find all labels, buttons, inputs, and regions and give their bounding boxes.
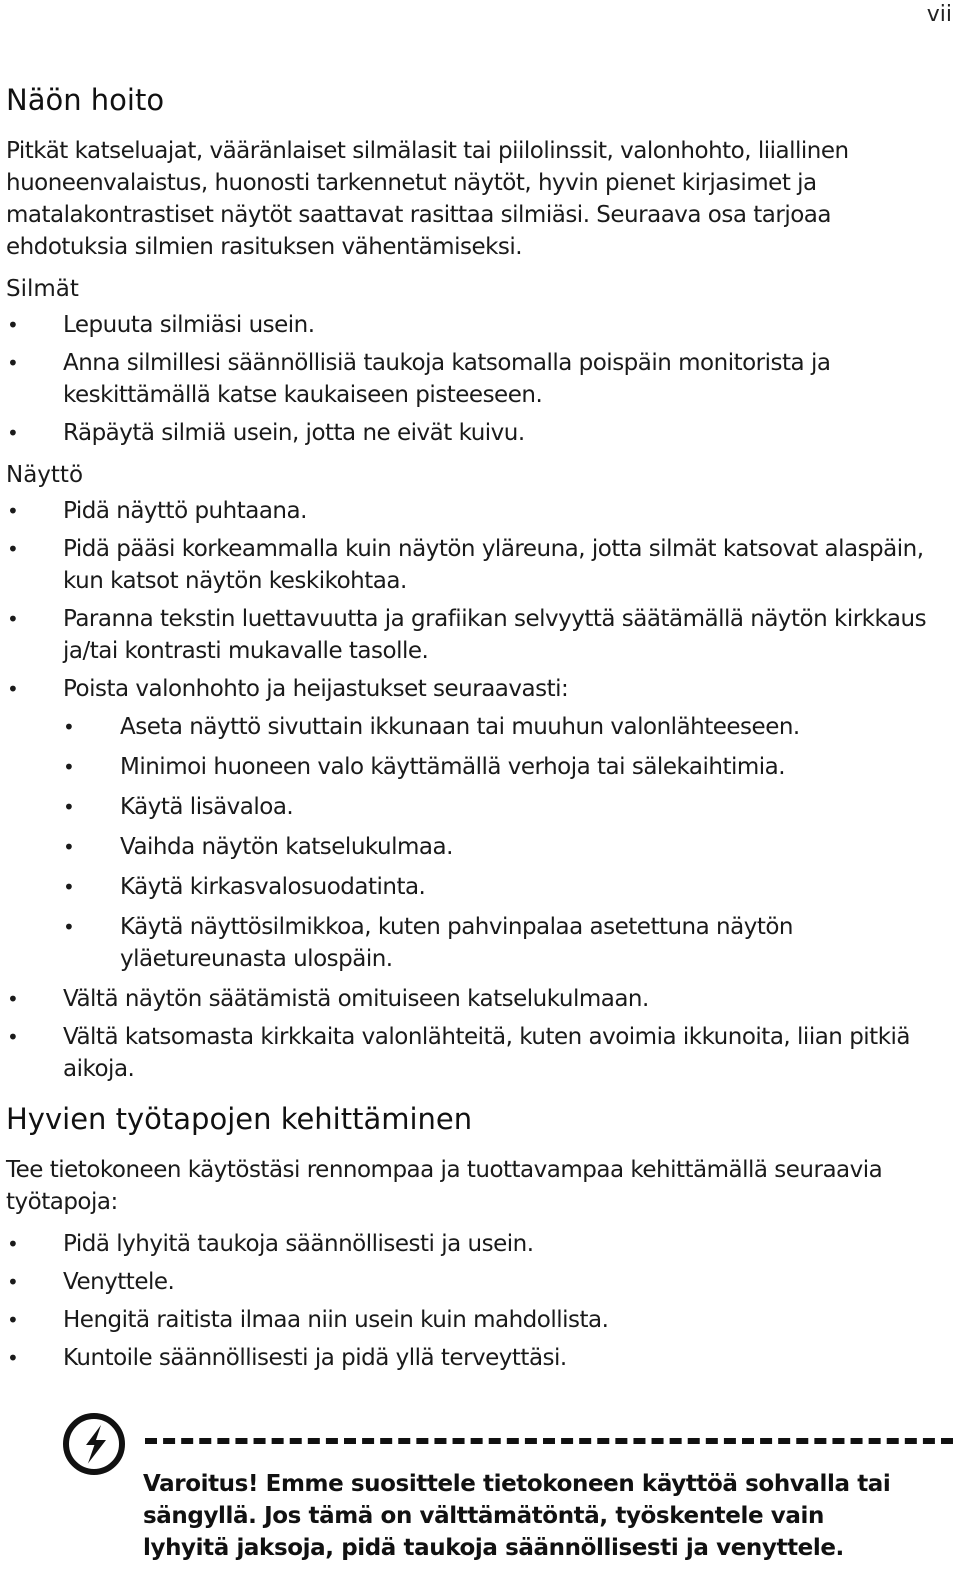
bullet-icon: •: [7, 1308, 19, 1332]
list-item-text: Pidä pääsi korkeammalla kuin näytön yläreuna, jotta silmät katsovat alaspäin, kun katsot näytön keskikohtaa.: [63, 536, 924, 594]
list-item: [6, 673, 951, 975]
bullet-icon: •: [7, 313, 19, 337]
sublist-item: [63, 711, 951, 743]
list-item-text: Poista valonhohto ja heijastukset seuraavasti:: [63, 676, 569, 702]
list-item-text: Vältä näytön säätämistä omituiseen katselukulmaan.: [63, 986, 649, 1012]
list-item: [6, 1266, 951, 1298]
list-item-text: Lepuuta silmiäsi usein.: [63, 312, 315, 338]
sublist-item-text: Käytä näyttösilmikkoa, kuten pahvinpalaa asetettuna näytön yläetureunasta ulospäin.: [120, 914, 793, 972]
bullet-icon: •: [63, 715, 75, 739]
list-item-text: Kuntoile säännöllisesti ja pidä yllä terveyttäsi.: [63, 1345, 567, 1371]
section-title-eye-care: Näön hoito: [6, 83, 165, 117]
list-item: [6, 1021, 951, 1085]
list-item-text: Pidä näyttö puhtaana.: [63, 498, 307, 524]
list-item: [6, 1304, 951, 1336]
bullet-icon: •: [7, 1232, 19, 1256]
list-item: [6, 495, 951, 527]
bullet-icon: •: [7, 1270, 19, 1294]
list-item: [6, 1228, 951, 1260]
subheading-display: Näyttö: [6, 462, 84, 488]
eyes-list: [6, 309, 951, 449]
list-item-text: Anna silmillesi säännöllisiä taukoja katsomalla poispäin monitorista ja keskittämällä katse kaukaiseen pisteeseen.: [63, 350, 831, 408]
list-item: [6, 417, 951, 449]
good-habits-intro: Tee tietokoneen käytöstäsi rennompaa ja tuottavampaa kehittämällä seuraavia työtapoja:: [6, 1157, 883, 1215]
bullet-icon: •: [7, 537, 19, 561]
sublist-item-text: Vaihda näytön katselukulmaa.: [120, 834, 453, 860]
bullet-icon: •: [7, 499, 19, 523]
sublist-item-text: Aseta näyttö sivuttain ikkunaan tai muuhun valonlähteeseen.: [120, 714, 800, 740]
warning-text: Varoitus! Emme suosittele tietokoneen käyttöä sohvalla tai sängyllä. Jos tämä on välttämätöntä, työskentele vain lyhyitä jaksoja, pidä taukoja säännöllisesti ja venyttele.: [143, 1471, 891, 1561]
list-item: [6, 347, 951, 411]
page-number: vii: [926, 2, 952, 27]
list-item-text: Vältä katsomasta kirkkaita valonlähteitä, kuten avoimia ikkunoita, liian pitkiä aikoja.: [63, 1024, 910, 1082]
sublist-item: [63, 831, 951, 863]
page-content: [6, 80, 951, 1384]
section-good-habits: [6, 1099, 951, 1374]
list-item: [6, 309, 951, 341]
sublist-item-text: Käytä kirkasvalosuodatinta.: [120, 874, 426, 900]
list-item-text: Räpäytä silmiä usein, jotta ne eivät kuivu.: [63, 420, 525, 446]
sublist-item: [63, 911, 951, 975]
bullet-icon: •: [7, 351, 19, 375]
bullet-icon: •: [7, 1346, 19, 1370]
list-item: [6, 533, 951, 597]
bullet-icon: •: [63, 915, 75, 939]
sublist-item-text: Käytä lisävaloa.: [120, 794, 294, 820]
list-item: [6, 983, 951, 1015]
glare-sublist: [63, 711, 951, 975]
bullet-icon: •: [7, 1025, 19, 1049]
subheading-eyes: Silmät: [6, 276, 79, 302]
bullet-icon: •: [63, 835, 75, 859]
warning-box: [62, 1412, 952, 1572]
bullet-icon: •: [63, 795, 75, 819]
habits-list: [6, 1228, 951, 1374]
warning-lightning-icon: [62, 1412, 126, 1476]
bullet-icon: •: [7, 607, 19, 631]
list-item-text: Hengitä raitista ilmaa niin usein kuin mahdollista.: [63, 1307, 609, 1333]
bullet-icon: •: [7, 677, 19, 701]
sublist-item: [63, 751, 951, 783]
bullet-icon: •: [63, 755, 75, 779]
section-title-good-habits: Hyvien työtapojen kehittäminen: [6, 1102, 473, 1136]
list-item: [6, 1342, 951, 1374]
bullet-icon: •: [63, 875, 75, 899]
list-item-text: Venyttele.: [63, 1269, 175, 1295]
list-item-text: Paranna tekstin luettavuutta ja grafiikan selvyyttä säätämällä näytön kirkkaus ja/tai kontrasti mukavalle tasolle.: [63, 606, 927, 664]
sublist-item-text: Minimoi huoneen valo käyttämällä verhoja tai sälekaihtimia.: [120, 754, 786, 780]
list-item: [6, 603, 951, 667]
display-list: [6, 495, 951, 1085]
list-item-text: Pidä lyhyitä taukoja säännöllisesti ja usein.: [63, 1231, 534, 1257]
sublist-item: [63, 791, 951, 823]
bullet-icon: •: [7, 987, 19, 1011]
bullet-icon: •: [7, 421, 19, 445]
eye-care-intro: Pitkät katseluajat, vääränlaiset silmälasit tai piilolinssit, valonhohto, liiallinen huoneenvalaistus, huonosti tarkennetut näytöt, hyvin pienet kirjasimet ja matalakontrastiset näytöt saattavat rasittaa silmiäsi. Seuraava osa tarjoaa ehdotuksia silmien rasituksen vähentämiseksi.: [6, 138, 849, 260]
sublist-item: [63, 871, 951, 903]
warning-divider: [145, 1438, 953, 1444]
